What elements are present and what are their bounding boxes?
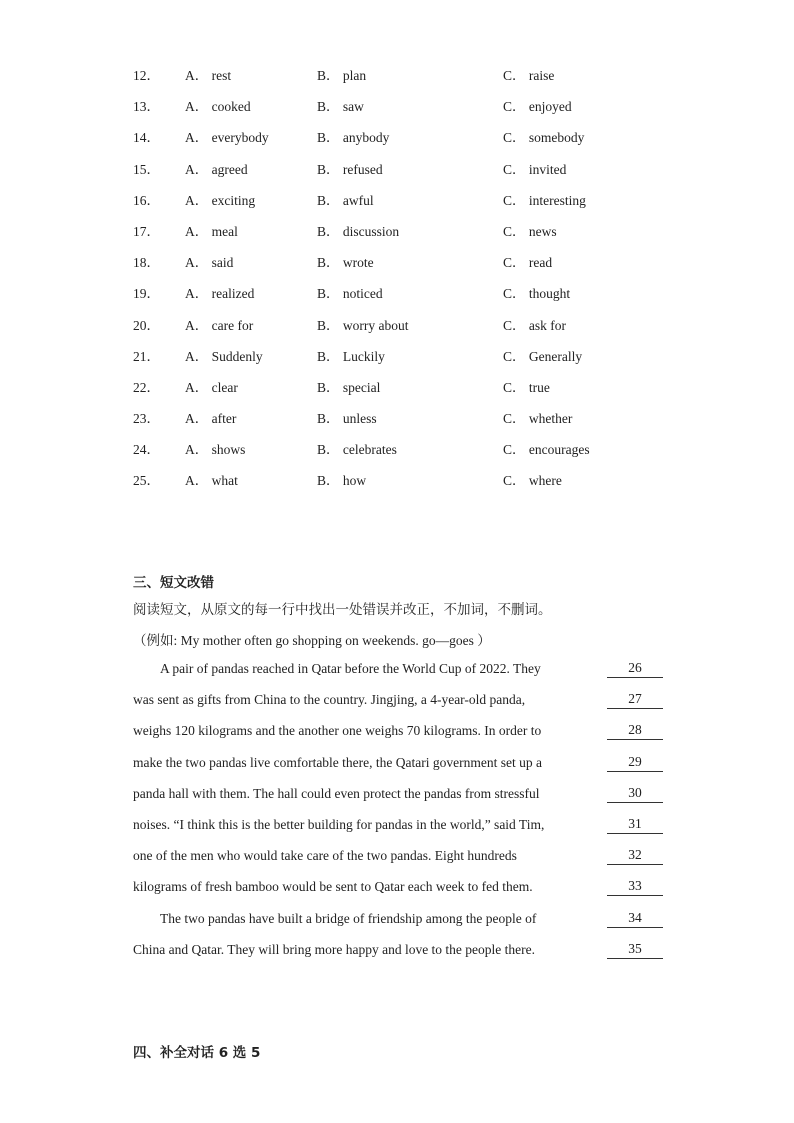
question-number: 21． [133,348,160,364]
question-number: 22． [133,379,160,395]
option-a: A． meal [185,223,238,239]
passage-line-text: make the two pandas live comfortable there, the Qatari government set up a [133,754,542,770]
option-b: B． anybody [317,130,390,146]
answer-blank[interactable]: 34 [607,909,663,928]
option-row [133,160,693,191]
option-a: A． said [185,255,234,271]
section-3-instruction: 阅读短文，从原文的每一行中找出一处错误并改正，不加词，不删词。 [133,602,552,618]
option-c: C． read [503,255,553,271]
question-number: 16． [133,192,160,208]
section-4-title: 四、补全对话 6 选 5 [133,1045,261,1061]
option-c: C． encourages [503,442,590,458]
option-c: C． raise [503,68,555,83]
option-row [133,471,693,502]
question-number: 13． [133,99,160,115]
passage-line [133,690,663,721]
answer-blank[interactable]: 35 [607,940,663,959]
option-c: C． invited [503,161,567,177]
option-b: B． awful [317,192,374,208]
answer-blank[interactable]: 33 [607,877,663,896]
option-c: C． whether [503,411,573,427]
question-number: 14． [133,130,160,146]
answer-blank[interactable]: 32 [607,846,663,865]
question-number: 19． [133,286,160,302]
option-b: B． plan [317,68,367,83]
option-c: C． enjoyed [503,99,572,115]
options-list [133,66,693,503]
question-number: 18． [133,255,160,271]
passage-line-text: China and Qatar. They will bring more happy and love to the people there. [133,941,536,957]
passage-line-text: weighs 120 kilograms and the another one weighs 70 kilograms. In order to [133,723,542,739]
option-a: A． Suddenly [185,348,263,364]
option-c: C． Generally [503,348,583,364]
passage-line-text: one of the men who would take care of the two pandas. Eight hundreds [133,848,517,864]
option-c: C． thought [503,286,571,302]
question-number: 23． [133,411,160,427]
question-number: 20． [133,317,160,333]
option-row [133,440,693,471]
answer-blank[interactable]: 27 [607,690,663,709]
option-a: A． care for [185,317,254,333]
passage-line-text: was sent as gifts from China to the country. Jingjing, a 4-year-old panda, [133,692,526,708]
option-row [133,66,693,97]
passage-line [133,815,663,846]
passage-line [133,909,663,940]
option-b: B． wrote [317,255,374,271]
passage-line [133,659,663,690]
option-a: A． after [185,411,237,427]
option-c: C． somebody [503,130,585,146]
option-row [133,378,693,409]
option-b: B． unless [317,411,377,427]
option-b: B． noticed [317,286,383,302]
passage-line [133,940,663,971]
answer-blank[interactable]: 31 [607,815,663,834]
option-a: A． cooked [185,99,251,115]
answer-blank[interactable]: 26 [607,659,663,678]
answer-blank[interactable]: 28 [607,721,663,740]
passage-line [133,846,663,877]
section-3-title: 三、短文改错 [133,575,214,591]
passage-line-text: panda hall with them. The hall could even protect the pandas from stressful [133,785,540,801]
option-c: C． where [503,473,562,489]
question-number: 15． [133,161,160,177]
option-a: A． rest [185,68,232,83]
option-row [133,316,693,347]
option-row [133,191,693,222]
option-b: B． Luckily [317,348,385,364]
passage-line [133,877,663,908]
option-b: B． special [317,379,381,395]
option-a: A． what [185,473,238,489]
option-b: B． how [317,473,367,489]
option-a: A． exciting [185,192,256,208]
answer-blank[interactable]: 30 [607,784,663,803]
option-c: C． interesting [503,192,586,208]
option-row [133,347,693,378]
option-row [133,222,693,253]
option-row [133,409,693,440]
option-a: A． realized [185,286,255,302]
option-c: C． true [503,379,550,395]
option-b: B． discussion [317,223,400,239]
answer-blank[interactable]: 29 [607,753,663,772]
passage-line [133,721,663,752]
option-b: B． worry about [317,317,409,333]
option-row [133,284,693,315]
passage-line-text: noises. “I think this is the better building for pandas in the world,” said Tim, [133,816,545,832]
option-c: C． ask for [503,317,566,333]
option-row [133,253,693,284]
passage-line [133,784,663,815]
error-correction-passage [133,659,663,971]
passage-line [133,753,663,784]
section-3-example: （例如: My mother often go shopping on weekends. go—goes ） [133,633,491,648]
option-b: B． saw [317,99,364,115]
question-number: 24． [133,442,160,458]
question-number: 12． [133,68,160,83]
passage-line-text: A pair of pandas reached in Qatar before the World Cup of 2022. They [160,661,541,676]
option-a: A． agreed [185,161,248,177]
option-a: A． shows [185,442,246,458]
option-a: A． clear [185,379,238,395]
question-number: 17． [133,223,160,239]
option-c: C． news [503,223,557,239]
passage-line-text: The two pandas have built a bridge of friendship among the people of [160,910,537,926]
passage-line-text: kilograms of fresh bamboo would be sent to Qatar each week to fed them. [133,879,533,895]
option-a: A． everybody [185,130,269,146]
question-number: 25． [133,473,160,489]
option-row [133,128,693,159]
option-b: B． celebrates [317,442,397,458]
option-b: B． refused [317,161,383,177]
option-row [133,97,693,128]
